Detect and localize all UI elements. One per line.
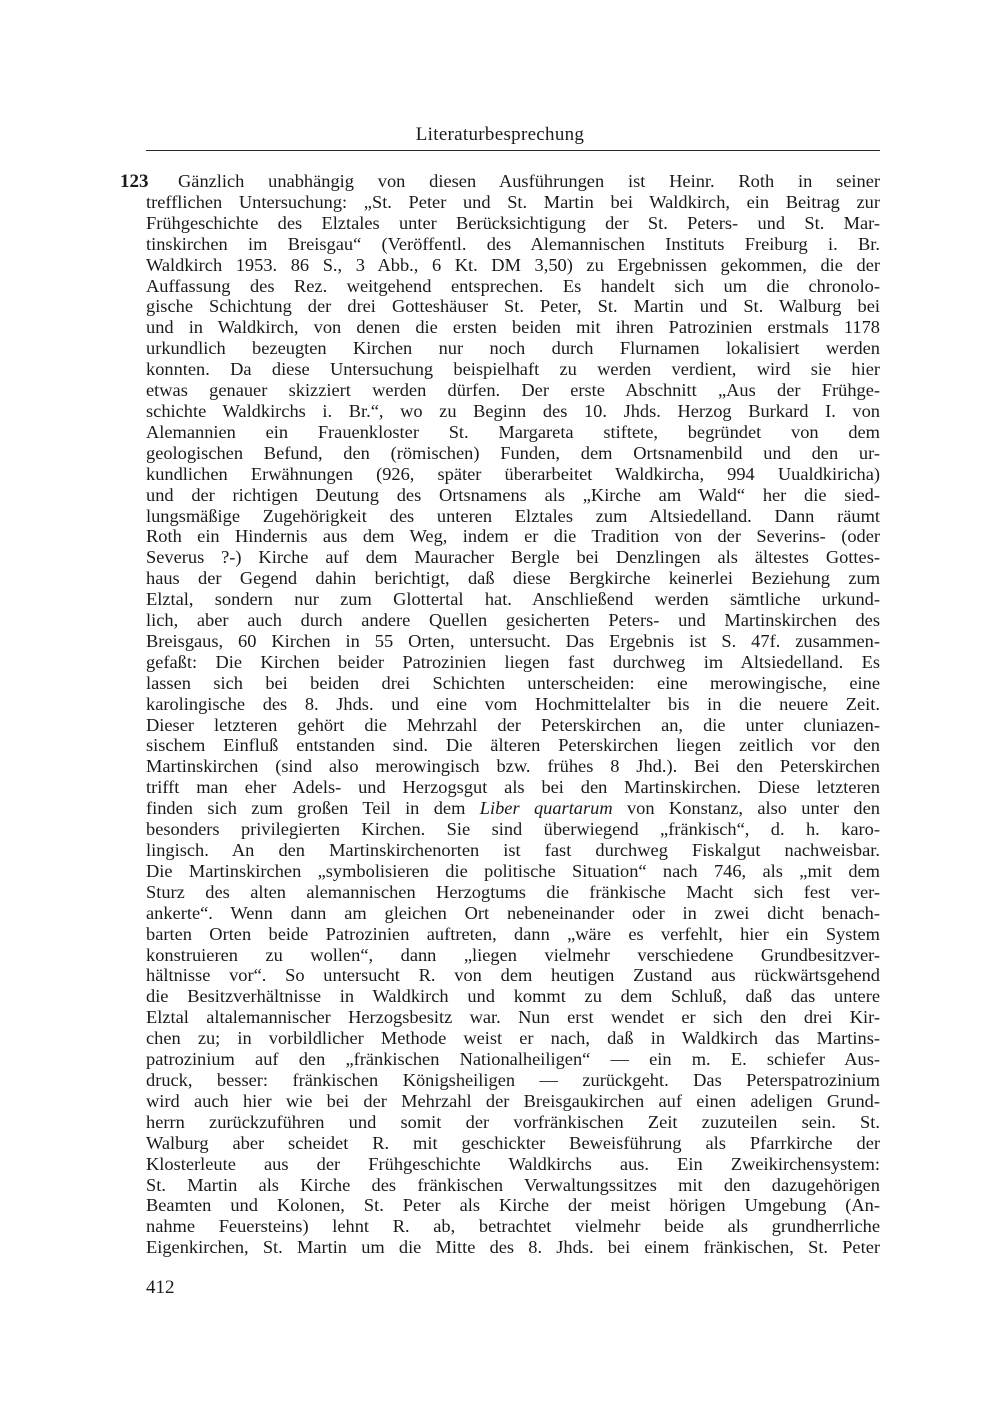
text-line: Auffassung des Rez. weitgehend entsprechen. Es handelt sich um die chronolo- <box>146 275 880 296</box>
text-line: trefflichen Untersuchung: „St. Peter und St. Martin bei Waldkirch, ein Beitrag zur <box>146 191 880 212</box>
text-line: finden sich zum großen Teil in dem Liber quartarum von Konstanz, also unter den <box>146 798 880 819</box>
text-line: urkundlich bezeugten Kirchen nur noch durch Flurnamen lokalisiert werden <box>146 338 880 359</box>
text-line: konstruieren zu wollen“, dann „liegen vielmehr verschiedene Grundbesitzver- <box>146 944 880 965</box>
text-line: trifft man eher Adels- und Herzogsgut als bei den Martinskirchen. Diese letzteren <box>146 777 880 798</box>
text-line: lassen sich bei beiden drei Schichten unterscheiden: eine merowingische, eine <box>146 672 880 693</box>
text-line: ankerte“. Wenn dann am gleichen Ort nebeneinander oder in zwei dicht benach- <box>146 902 880 923</box>
text-line: karolingische des 8. Jhds. und eine vom Hochmittelalter bis in die neuere Zeit. <box>146 693 880 714</box>
text-line: etwas genauer skizziert werden dürfen. Der erste Abschnitt „Aus der Frühge- <box>146 380 880 401</box>
text-line: kundlichen Erwähnungen (926, später überarbeitet Waldkircha, 994 Uualdkiricha) <box>146 463 880 484</box>
text-line: Waldkirch 1953. 86 S., 3 Abb., 6 Kt. DM 3,50) zu Ergebnissen gekommen, die der <box>146 254 880 275</box>
text-line: Dieser letzteren gehört die Mehrzahl der Peterskirchen an, die unter cluniazen- <box>146 714 880 735</box>
text-line: gefaßt: Die Kirchen beider Patrozinien liegen fast durchweg im Altsiedelland. Es <box>146 651 880 672</box>
text-line: konnten. Da diese Untersuchung beispielhaft zu werden verdient, wird sie hier <box>146 359 880 380</box>
text-line: Die Martinskirchen „symbolisieren die politische Situation“ nach 746, als „mit dem <box>146 860 880 881</box>
text-line: und der richtigen Deutung des Ortsnamens als „Kirche am Wald“ her die sied- <box>146 484 880 505</box>
text-line: haus der Gegend dahin berichtigt, daß diese Bergkirche keinerlei Beziehung zum <box>146 568 880 589</box>
text-line: St. Martin als Kirche des fränkischen Verwaltungssitzes mit den dazugehörigen <box>146 1174 880 1195</box>
text-line: lich, aber auch durch andere Quellen gesicherten Peters- und Martinskirchen des <box>146 610 880 631</box>
item-number: 123 <box>120 171 149 192</box>
text-line: die Besitzverhältnisse in Waldkirch und kommt zu dem Schluß, daß das untere <box>146 986 880 1007</box>
text-line: Frühgeschichte des Elztales unter Berücksichtigung der St. Peters- und St. Mar- <box>146 212 880 233</box>
text-line: barten Orten beide Patrozinien auftreten, dann „wäre es verfehlt, hier ein System <box>146 923 880 944</box>
text-line: Gänzlich unabhängig von diesen Ausführungen ist Heinr. Roth in seiner <box>178 171 880 191</box>
text-line: Sturz des alten alemannischen Herzogtums die fränkische Macht sich fest ver- <box>146 881 880 902</box>
text-line: Breisgaus, 60 Kirchen in 55 Orten, untersucht. Das Ergebnis ist S. 47f. zusammen- <box>146 630 880 651</box>
text-line: Beamten und Kolonen, St. Peter als Kirche der meist hörigen Umgebung (An- <box>146 1195 880 1216</box>
text-line: patrozinium auf den „fränkischen Nationalheiligen“ — ein m. E. schiefer Aus- <box>146 1049 880 1070</box>
text-line: Elztal, sondern nur zum Glottertal hat. Anschließend werden sämtliche urkund- <box>146 589 880 610</box>
body-text <box>146 171 880 1258</box>
text-line: Martinskirchen (sind also merowingisch bzw. frühes 8 Jhd.). Bei den Peterskirchen <box>146 756 880 777</box>
text-line: herrn zurückzuführen und somit der vorfränkischen Zeit zuzuteilen sein. St. <box>146 1111 880 1132</box>
page-number: 412 <box>146 1277 175 1298</box>
text-line: Eigenkirchen, St. Martin um die Mitte des 8. Jhds. bei einem fränkischen, St. Peter <box>146 1237 880 1258</box>
running-head: Literaturbesprechung <box>415 124 585 145</box>
text-line: druck, besser: fränkischen Königsheiligen — zurückgeht. Das Peterspatrozinium <box>146 1069 880 1090</box>
text-line: Severus ?-) Kirche auf dem Mauracher Bergle bei Denzlingen als ältestes Gottes- <box>146 547 880 568</box>
header-rule <box>146 150 880 151</box>
italic-title: Liber quartarum <box>479 798 613 819</box>
text-line: lungsmäßige Zugehörigkeit des unteren Elztales zum Altsiedelland. Dann räumt <box>146 505 880 526</box>
text-line: lingisch. An den Martinskirchenorten ist fast durchweg Fiskalgut nachweisbar. <box>146 840 880 860</box>
text-line: wird auch hier wie bei der Mehrzahl der Breisgaukirchen auf einen adeligen Grund- <box>146 1090 880 1111</box>
text-line: schichte Waldkirchs i. Br.“, wo zu Beginn des 10. Jhds. Herzog Burkard I. von <box>146 400 880 421</box>
text-line: chen zu; in vorbildlicher Methode weist er nach, daß in Waldkirch das Martins- <box>146 1028 880 1049</box>
text-line: Alemannien ein Frauenkloster St. Margareta stiftete, begründet von dem <box>146 421 880 442</box>
text-line: Elztal altalemannischer Herzogsbesitz war. Nun erst wendet er sich den drei Kir- <box>146 1007 880 1028</box>
text-line: tinskirchen im Breisgau“ (Veröffentl. des Alemannischen Instituts Freiburg i. Br. <box>146 233 880 254</box>
text-line: geologischen Befund, den (römischen) Funden, dem Ortsnamenbild und den ur- <box>146 442 880 463</box>
text-line: nahme Feuersteins) lehnt R. ab, betrachtet vielmehr beide als grundherrliche <box>146 1216 880 1237</box>
text-line: besonders privilegierten Kirchen. Sie sind überwiegend „fränkisch“, d. h. karo- <box>146 819 880 840</box>
text-line: gische Schichtung der drei Gotteshäuser St. Peter, St. Martin und St. Walburg bei <box>146 296 880 317</box>
text-line: Klosterleute aus der Frühgeschichte Waldkirchs aus. Ein Zweikirchensystem: <box>146 1153 880 1174</box>
text-line: hältnisse vor“. So untersucht R. von dem heutigen Zustand aus rückwärtsgehend <box>146 965 880 986</box>
text-line: sischem Einfluß entstanden sind. Die älteren Peterskirchen liegen zeitlich vor den <box>146 735 880 756</box>
text-line: Walburg aber scheidet R. mit geschickter Beweisführung als Pfarrkirche der <box>146 1132 880 1153</box>
text-line: Roth ein Hindernis aus dem Weg, indem er die Tradition von der Severins- (oder <box>146 526 880 547</box>
text-line: und in Waldkirch, von denen die ersten beiden mit ihren Patrozinien erstmals 1178 <box>146 317 880 338</box>
